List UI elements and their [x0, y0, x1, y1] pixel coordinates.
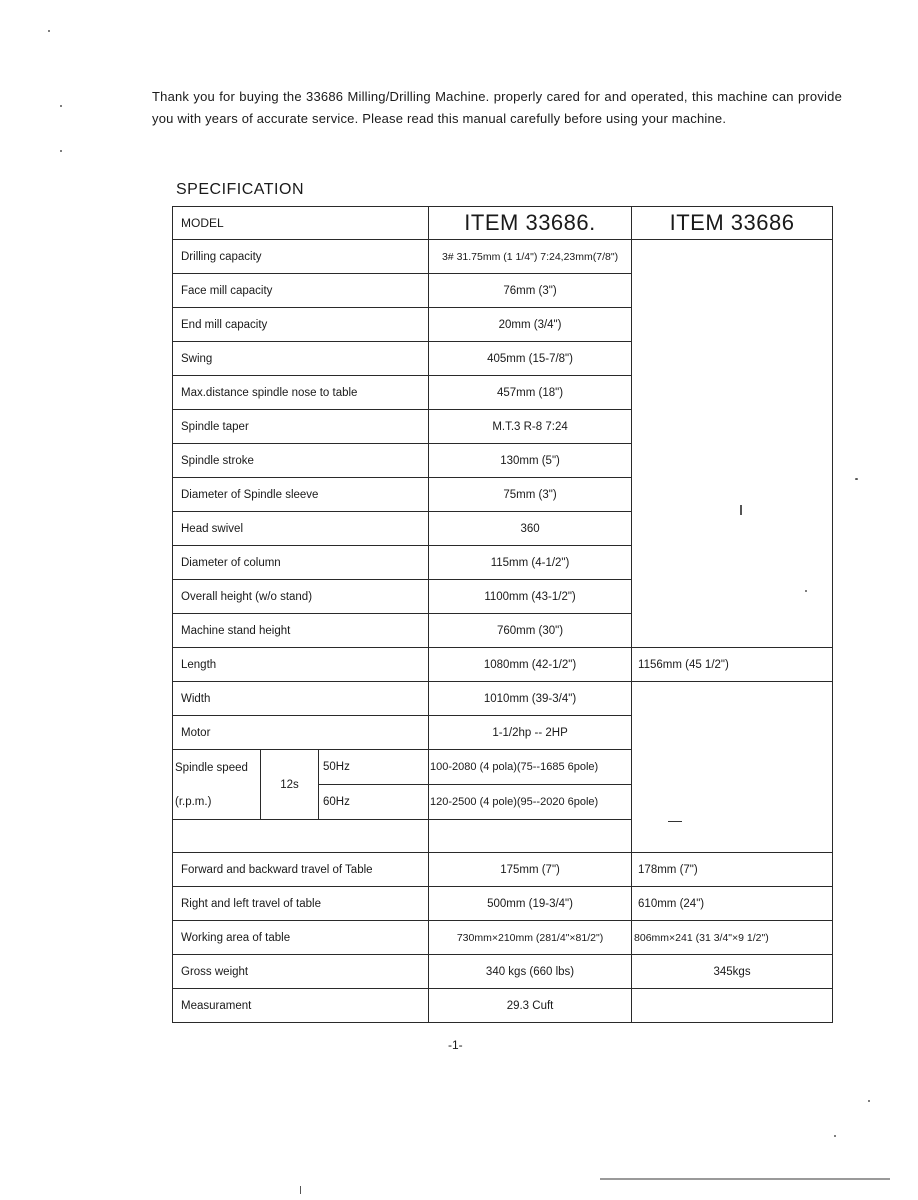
spec-value: 405mm (15-7/8")	[429, 342, 632, 376]
scan-speck	[805, 590, 807, 592]
scan-speck	[855, 478, 858, 480]
spec-label: Drilling capacity	[173, 240, 429, 274]
table-row	[173, 648, 833, 682]
spindle-speed-value-50hz: 100-2080 (4 pola)(75--1685 6pole)	[429, 750, 632, 785]
spec-value: 20mm (3/4")	[429, 308, 632, 342]
scan-speck	[740, 505, 742, 515]
spec-value: 130mm (5")	[429, 444, 632, 478]
spec-label: Swing	[173, 342, 429, 376]
spec-value: 1010mm (39-3/4")	[429, 682, 632, 716]
spec-label: Spindle stroke	[173, 444, 429, 478]
spec-value-alt: 178mm (7")	[632, 853, 833, 887]
spec-label: Motor	[173, 716, 429, 750]
scan-speck	[60, 150, 62, 152]
spindle-speed-label	[173, 750, 261, 820]
specification-heading: SPECIFICATION	[176, 181, 304, 198]
spec-value: 500mm (19-3/4")	[429, 887, 632, 921]
spec-label: End mill capacity	[173, 308, 429, 342]
table-row	[173, 853, 833, 887]
frequency-60hz: 60Hz	[319, 785, 429, 820]
spec-label: Face mill capacity	[173, 274, 429, 308]
spec-value: 457mm (18")	[429, 376, 632, 410]
item-column-header-1: ITEM 33686.	[429, 207, 632, 240]
spindle-speed-steps: 12s	[261, 750, 319, 820]
spec-value: 75mm (3")	[429, 478, 632, 512]
table-row	[173, 989, 833, 1023]
spec-value: 175mm (7")	[429, 853, 632, 887]
scan-speck	[60, 105, 62, 107]
blank-cell	[429, 820, 632, 853]
spindle-speed-value-60hz: 120-2500 (4 pole)(95--2020 6pole)	[429, 785, 632, 820]
spec-label: Forward and backward travel of Table	[173, 853, 429, 887]
spec-value-alt	[632, 989, 833, 1023]
table-row	[173, 682, 833, 716]
frequency-50hz: 50Hz	[319, 750, 429, 785]
spec-value: 760mm (30")	[429, 614, 632, 648]
spec-value: 340 kgs (660 lbs)	[429, 955, 632, 989]
scan-speck	[48, 30, 50, 32]
spec-value: 1-1/2hp -- 2HP	[429, 716, 632, 750]
spec-label: Right and left travel of table	[173, 887, 429, 921]
spec-value-alt: 806mm×241 (31 3/4"×9 1/2")	[632, 921, 833, 955]
spec-label: Length	[173, 648, 429, 682]
spec-value: 1080mm (42-1/2")	[429, 648, 632, 682]
spec-value: 76mm (3")	[429, 274, 632, 308]
spec-value: 360	[429, 512, 632, 546]
spindle-speed-label-line2: (r.p.m.)	[175, 795, 212, 808]
spec-value-alt: 345kgs	[632, 955, 833, 989]
spec-value: M.T.3 R-8 7:24	[429, 410, 632, 444]
empty-column-block-mid	[632, 682, 833, 853]
spec-label: Overall height (w/o stand)	[173, 580, 429, 614]
spec-value: 1100mm (43-1/2")	[429, 580, 632, 614]
table-header-row	[173, 207, 833, 240]
scan-speck	[300, 1186, 301, 1194]
spec-value: 3# 31.75mm (1 1/4") 7:24,23mm(7/8")	[429, 240, 632, 274]
blank-cell	[173, 820, 429, 853]
spec-label: Max.distance spindle nose to table	[173, 376, 429, 410]
specification-table	[172, 206, 833, 1023]
table-row	[173, 240, 833, 274]
dash-mark	[668, 821, 682, 822]
spec-label: Width	[173, 682, 429, 716]
table-row	[173, 955, 833, 989]
spec-value: 29.3 Cuft	[429, 989, 632, 1023]
spec-value: 730mm×210mm (281/4"×81/2")	[429, 921, 632, 955]
item-column-header-2: ITEM 33686	[632, 207, 833, 240]
intro-paragraph: Thank you for buying the 33686 Milling/Drilling Machine. properly cared for and operated, this machine can provide you with years of accurate service. Please read this manual carefully before using your machine.	[152, 89, 842, 126]
scan-speck	[868, 1100, 870, 1102]
spec-label: Diameter of column	[173, 546, 429, 580]
table-row	[173, 887, 833, 921]
page-number: -1-	[448, 1038, 463, 1052]
spec-label: Machine stand height	[173, 614, 429, 648]
spec-label: Working area of table	[173, 921, 429, 955]
empty-column-block-top	[632, 240, 833, 648]
table-row	[173, 921, 833, 955]
spec-value: 115mm (4-1/2")	[429, 546, 632, 580]
spec-label: Head swivel	[173, 512, 429, 546]
model-label: MODEL	[173, 207, 429, 240]
spec-value-alt: 610mm (24")	[632, 887, 833, 921]
spec-label: Diameter of Spindle sleeve	[173, 478, 429, 512]
spec-label: Spindle taper	[173, 410, 429, 444]
spec-label: Measurament	[173, 989, 429, 1023]
spindle-speed-label-line1: Spindle speed	[175, 761, 248, 774]
spec-value-alt: 1156mm (45 1/2")	[632, 648, 833, 682]
scan-speck	[600, 1178, 890, 1180]
spec-label: Gross weight	[173, 955, 429, 989]
scan-speck	[834, 1135, 836, 1137]
